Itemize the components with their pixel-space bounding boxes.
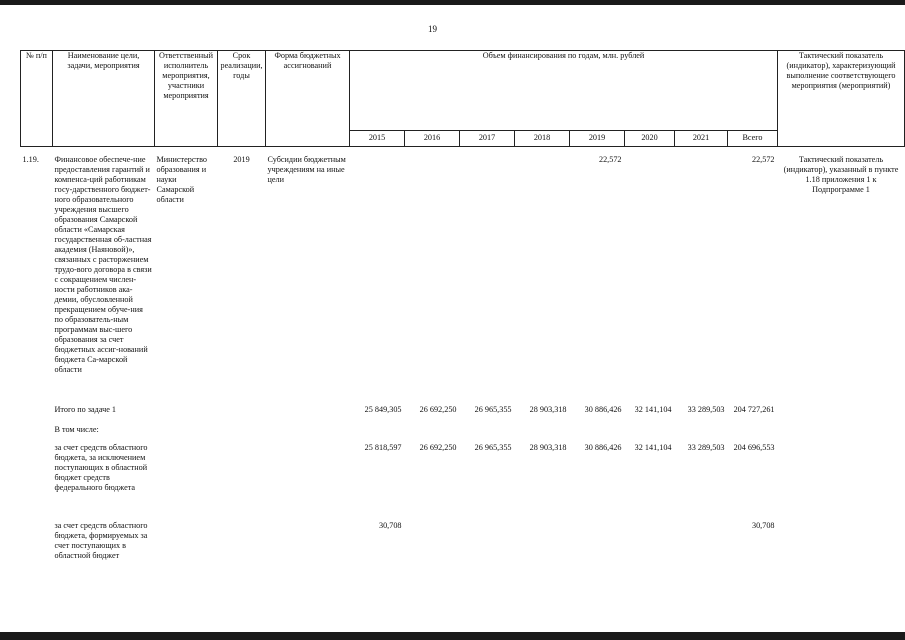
header-indicator: Тактический показатель (индикатор), характеризующий выполнение соответствующего мероприятия (мероприятий): [778, 51, 905, 147]
header-term: Срок реализации, годы: [218, 51, 266, 147]
value-cell: 33 289,503: [687, 442, 725, 452]
value-cell: 26 692,250: [419, 442, 457, 452]
regional-row: [21, 443, 905, 521]
year-cell: 2021: [675, 131, 728, 147]
term: 2019: [233, 155, 250, 164]
value-cell: 26 692,250: [419, 404, 457, 414]
value-cell: [675, 147, 728, 405]
value-cell: 28 903,318: [529, 442, 567, 452]
value-cell: [625, 521, 675, 581]
value-cell: 28 903,318: [529, 404, 567, 414]
federal-row: [21, 521, 905, 581]
value-cell: [350, 147, 405, 405]
top-border: [0, 0, 905, 5]
year-cell: 2015: [350, 131, 405, 147]
row-number: 1.19.: [22, 155, 39, 164]
year-cell: Всего: [728, 131, 778, 147]
value-cell: 22,572: [751, 155, 775, 164]
regional-label: за счет средств областного бюджета, за исключением поступающих в областной бюджет средств федерального бюджета: [54, 442, 148, 492]
value-cell: [460, 147, 515, 405]
value-cell: [405, 521, 460, 581]
value-cell: [460, 521, 515, 581]
total-label: Итого по задаче 1: [54, 404, 117, 414]
header-name: Наименование цели, задачи, мероприятия: [53, 51, 155, 147]
including-label: В том числе:: [54, 424, 99, 434]
value-cell: 30 886,426: [584, 404, 622, 414]
indicator: Тактический показатель (индикатор), указанный в пункте 1.18 приложения 1 к Подпрограмме 1: [783, 155, 899, 194]
value-cell: 30,708: [378, 520, 402, 530]
value-cell: 204 696,553: [733, 442, 775, 452]
year-cell: 2018: [515, 131, 570, 147]
value-cell: [515, 521, 570, 581]
value-cell: [570, 521, 625, 581]
value-cell: 32 141,104: [634, 404, 672, 414]
value-cell: 26 965,355: [474, 404, 512, 414]
value-cell: 25 818,597: [364, 442, 402, 452]
page-number: 19: [428, 24, 437, 34]
activity-name: Финансовое обеспече-ние предоставления гарантий и компенса-ций работникам госу-дарственного бюджет-ного образовательного учреждения высшего образования Самарской области «Самарская государственная об-ластная академия (Наяновой)», связанных с расторжением трудо-вого договора в связи с сокращением числен-ности работников ака-демии, обусловленной прекращением обуче-ния по образователь-ным программам выс-шего образования за счет бюджетных ассиг-нований бюджета Са-марской области: [54, 155, 152, 374]
bottom-border: [0, 632, 905, 640]
value-cell: 204 727,261: [733, 404, 775, 414]
header-form: Форма бюджетных ассигнований: [266, 51, 350, 147]
funding-table: [20, 50, 905, 581]
value-cell: [515, 147, 570, 405]
header-executor: Ответственный исполнитель мероприятия, участники мероприятия: [155, 51, 218, 147]
table-row: [21, 147, 905, 405]
header-funding: Объем финансирования по годам, млн. рублей: [350, 51, 778, 131]
value-cell: [625, 147, 675, 405]
value-cell: 30 886,426: [584, 442, 622, 452]
including-row: [21, 425, 905, 443]
value-cell: 30,708: [751, 520, 775, 530]
year-cell: 2020: [625, 131, 675, 147]
year-cell: 2019: [570, 131, 625, 147]
value-cell: 33 289,503: [687, 404, 725, 414]
value-cell: 26 965,355: [474, 442, 512, 452]
header-num: № п/п: [21, 51, 53, 147]
executor: Министерство образования и науки Самарской области: [156, 155, 207, 204]
year-cell: 2016: [405, 131, 460, 147]
value-cell: 25 849,305: [364, 404, 402, 414]
budget-form: Субсидии бюджетным учреждениям на иные цели: [267, 155, 346, 184]
total-row: [21, 405, 905, 425]
value-cell: 22,572: [598, 155, 622, 164]
value-cell: [405, 147, 460, 405]
header-row: [21, 51, 905, 131]
year-cell: 2017: [460, 131, 515, 147]
value-cell: [675, 521, 728, 581]
value-cell: 32 141,104: [634, 442, 672, 452]
federal-label: за счет средств областного бюджета, формируемых за счет поступающих в областной бюджет: [54, 520, 148, 560]
